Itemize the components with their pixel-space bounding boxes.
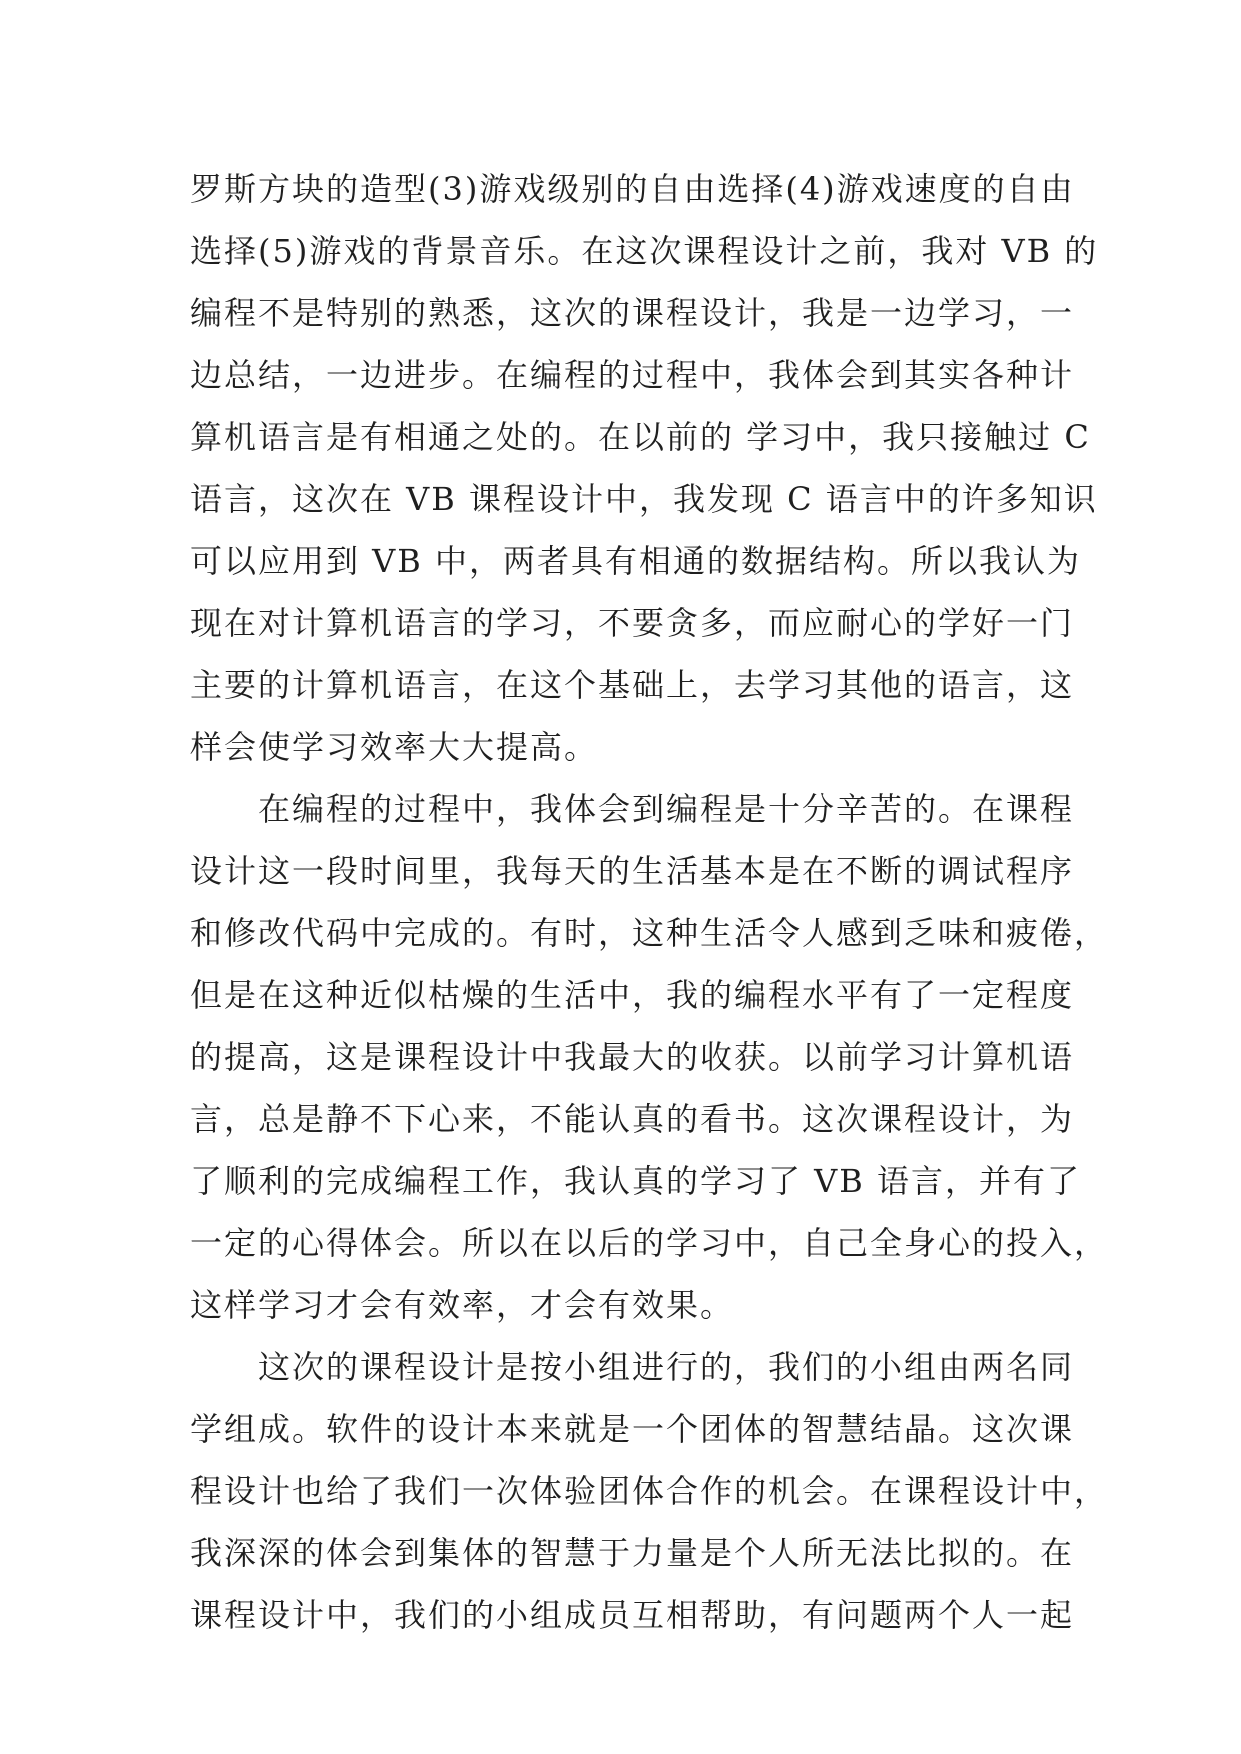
text-line: 但是在这种近似枯燥的生活中，我的编程水平有了一定程度 xyxy=(190,976,1075,1014)
text-line: 可以应用到 VB 中，两者具有相通的数据结构。所以我认为 xyxy=(190,542,1081,580)
text-line: 边总结，一边进步。在编程的过程中，我体会到其实各种计 xyxy=(190,356,1075,394)
text-line: 选择(5)游戏的背景音乐。在这次课程设计之前，我对 VB 的 xyxy=(190,232,1099,270)
text-line: 样会使学习效率大大提高。 xyxy=(190,728,599,766)
text-line: 主要的计算机语言，在这个基础上，去学习其他的语言，这 xyxy=(190,666,1075,704)
text-line: 在编程的过程中，我体会到编程是十分辛苦的。在课程 xyxy=(258,790,1075,828)
text-line: 设计这一段时间里，我每天的生活基本是在不断的调试程序 xyxy=(190,852,1075,890)
text-line: 现在对计算机语言的学习，不要贪多，而应耐心的学好一门 xyxy=(190,604,1075,642)
text-line: 了顺利的完成编程工作，我认真的学习了 VB 语言，并有了 xyxy=(190,1162,1081,1200)
text-line: 编程不是特别的熟悉，这次的课程设计，我是一边学习，一 xyxy=(190,294,1075,332)
paragraph-1 xyxy=(190,158,1099,778)
text-line: 言，总是静不下心来，不能认真的看书。这次课程设计，为 xyxy=(190,1100,1075,1138)
text-line: 算机语言是有相通之处的。在以前的 学习中，我只接触过 C xyxy=(190,418,1091,456)
text-line: 和修改代码中完成的。有时，这种生活令人感到乏味和疲倦， xyxy=(190,914,1109,952)
text-line: 一定的心得体会。所以在以后的学习中，自己全身心的投入， xyxy=(190,1224,1109,1262)
body-text xyxy=(190,158,1109,1646)
paragraph-3 xyxy=(190,1336,1109,1646)
text-line: 学组成。软件的设计本来就是一个团体的智慧结晶。这次课 xyxy=(190,1410,1075,1448)
text-line: 的提高，这是课程设计中我最大的收获。以前学习计算机语 xyxy=(190,1038,1075,1076)
text-line: 这次的课程设计是按小组进行的，我们的小组由两名同 xyxy=(258,1348,1075,1386)
paragraph-2 xyxy=(190,778,1109,1336)
text-line: 课程设计中，我们的小组成员互相帮助，有问题两个人一起 xyxy=(190,1596,1075,1634)
text-line: 程设计也给了我们一次体验团体合作的机会。在课程设计中， xyxy=(190,1472,1109,1510)
text-line: 语言，这次在 VB 课程设计中，我发现 C 语言中的许多知识 xyxy=(190,480,1098,518)
text-line: 这样学习才会有效率，才会有效果。 xyxy=(190,1286,735,1324)
text-line: 我深深的体会到集体的智慧于力量是个人所无法比拟的。在 xyxy=(190,1534,1075,1572)
text-line: 罗斯方块的造型(3)游戏级别的自由选择(4)游戏速度的自由 xyxy=(190,170,1075,208)
